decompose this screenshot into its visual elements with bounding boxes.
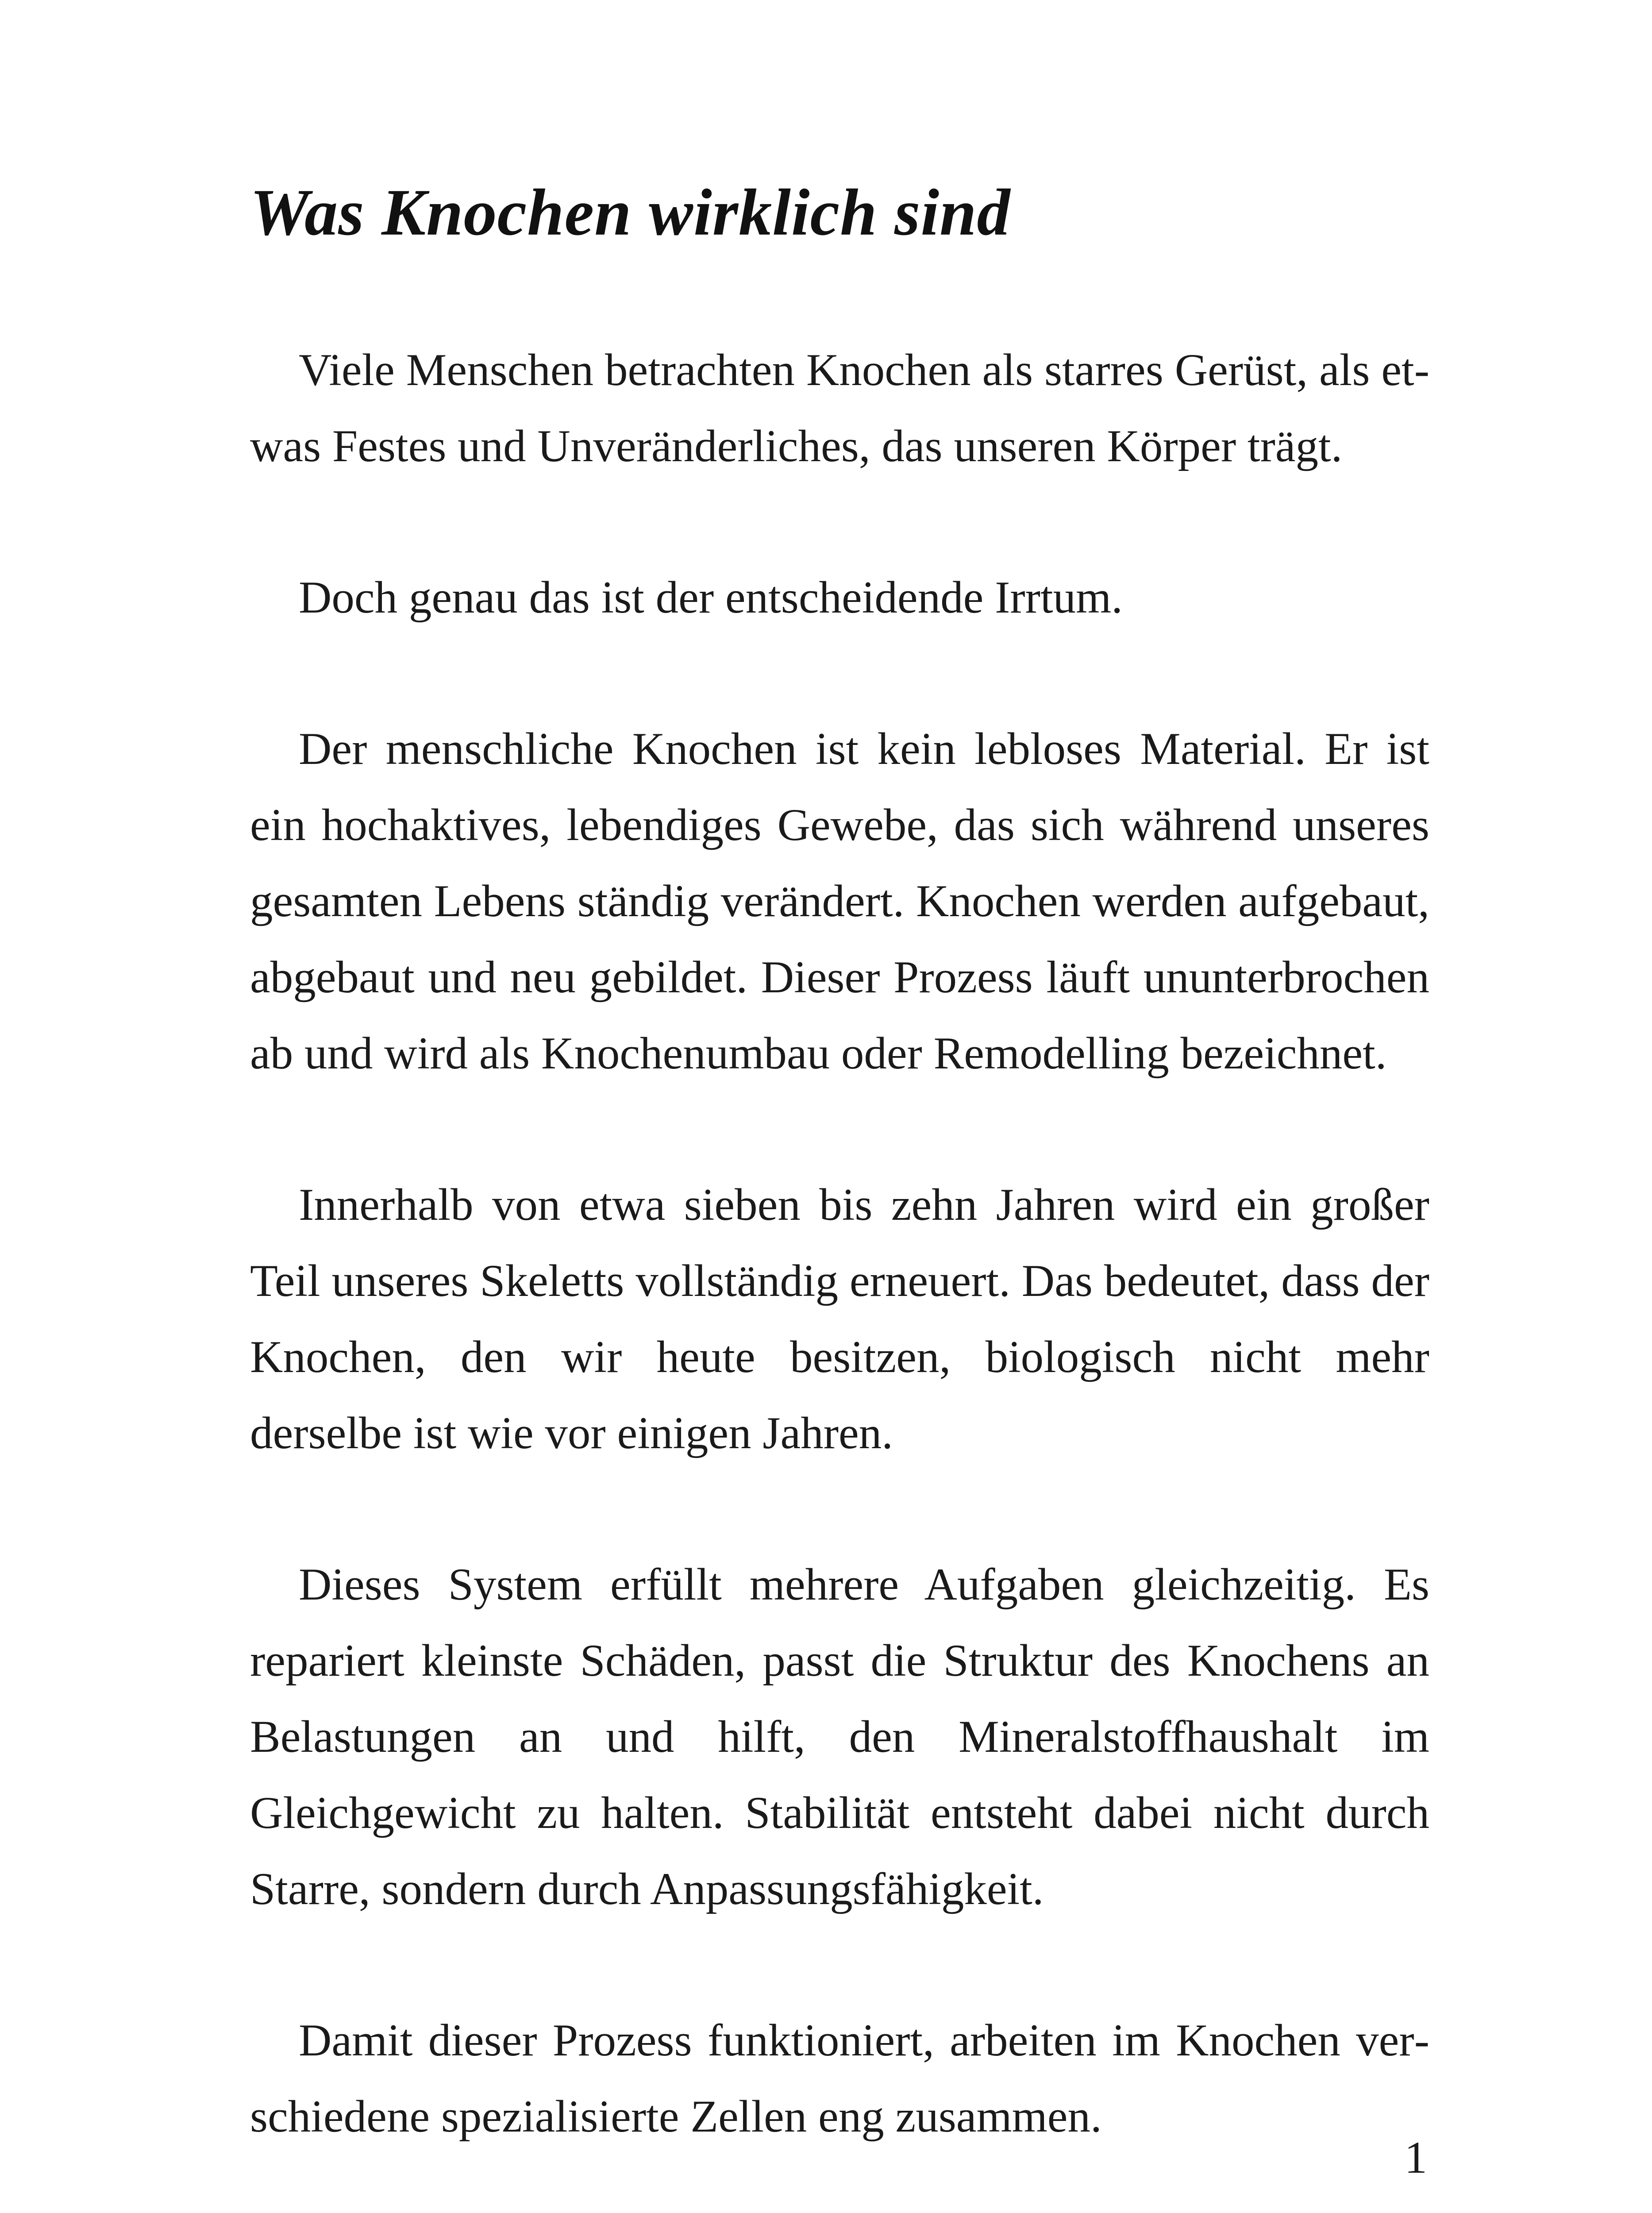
chapter-title: Was Knochen wirklich sind [250, 176, 1011, 249]
page-content [250, 168, 1429, 2155]
paragraph-2: Doch genau das ist der entscheidende Irrtum. [299, 572, 1123, 623]
paragraph-3: Der menschliche Knochen ist kein lebloses Material. Er ist ein hochaktives, lebendiges Gewebe, das sich während unseres gesamten Lebens ständig verändert. Knochen werden aufgebaut, abgebaut und neu gebildet. Dieser Prozess läuft ununterbrochen ab und wird als Knochenumbau oder Remodelling bezeichnet. [250, 724, 1429, 1079]
paragraph-4: Innerhalb von etwa sieben bis zehn Jahren wird ein großer Teil unseres Skeletts vollständig erneuert. Das bedeutet, dass der Knochen, den wir heute besitzen, biologisch nicht mehr derselbe ist wie vor einigen Jahren. [250, 1180, 1429, 1458]
paragraph-5: Dieses System erfüllt mehrere Aufgaben gleichzeitig. Es repariert kleinste Schäden, passt die Struktur des Knochens an Belastungen an und hilft, den Mineralstoffhaushalt im Gleichgewicht zu halten. Stabilität entsteht dabei nicht durch Starre, sondern durch Anpassungsfähigkeit. [250, 1559, 1429, 1914]
paragraph-1: Viele Menschen betrachten Knochen als starres Gerüst, als etwas Festes und Unveränderliches, das unseren Körper trägt. [250, 345, 1429, 471]
paragraph-6: Damit dieser Prozess funktioniert, arbeiten im Knochen verschiedene spezialisierte Zellen eng zusammen. [250, 2015, 1429, 2142]
page-number: 1 [1404, 2132, 1427, 2183]
